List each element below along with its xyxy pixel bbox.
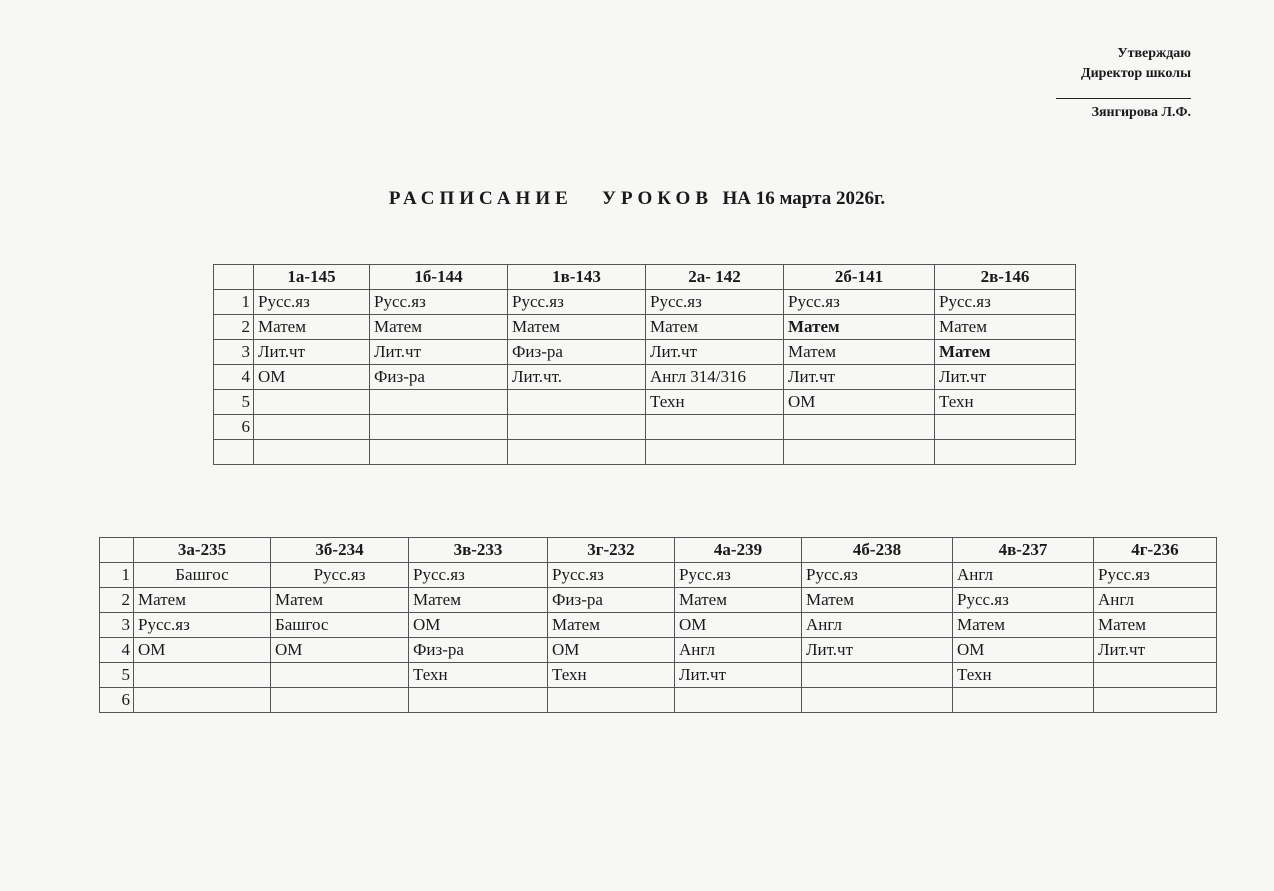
schedule-table-primary-1-2 [213,264,1076,465]
lesson-cell: Русс.яз [271,563,409,588]
lesson-cell: Русс.яз [802,563,953,588]
lesson-cell: ОМ [254,365,370,390]
lesson-cell: ОМ [953,638,1094,663]
table-row [214,415,1076,440]
table-row [214,390,1076,415]
lesson-cell: Матем [646,315,784,340]
lesson-cell: Матем [1094,613,1217,638]
table-row [214,365,1076,390]
lesson-number: 1 [100,563,134,588]
corner-cell [214,265,254,290]
lesson-cell: Лит.чт [646,340,784,365]
lesson-cell: Матем [370,315,508,340]
lesson-cell: Матем [935,315,1076,340]
lesson-cell [935,440,1076,465]
table-row [214,440,1076,465]
lesson-cell: Матем [953,613,1094,638]
lesson-cell: Лит.чт [675,663,802,688]
table-row [214,315,1076,340]
lesson-cell [254,440,370,465]
class-header: 1в-143 [508,265,646,290]
lesson-cell: Башгос [271,613,409,638]
lesson-number: 3 [214,340,254,365]
lesson-number: 6 [100,688,134,713]
lesson-cell: Матем [134,588,271,613]
lesson-cell: Русс.яз [675,563,802,588]
lesson-number: 5 [100,663,134,688]
page-title [0,188,1274,210]
lesson-cell: Англ [953,563,1094,588]
class-header: 4г-236 [1094,538,1217,563]
lesson-cell: Русс.яз [953,588,1094,613]
lesson-cell: Матем [935,340,1076,365]
lesson-cell: Матем [271,588,409,613]
lesson-cell [370,415,508,440]
lesson-cell: Физ-ра [409,638,548,663]
lesson-cell: Матем [254,315,370,340]
lesson-cell: Русс.яз [935,290,1076,315]
lesson-cell [134,663,271,688]
lesson-cell: Матем [784,340,935,365]
lesson-cell: ОМ [675,613,802,638]
table-row [100,563,1217,588]
lesson-cell [646,440,784,465]
class-header: 3г-232 [548,538,675,563]
lesson-cell: Лит.чт [935,365,1076,390]
director-label: Директор школы [1080,66,1191,81]
lesson-cell: Лит.чт [802,638,953,663]
lesson-cell [548,688,675,713]
lesson-number: 3 [100,613,134,638]
lesson-cell: Англ [802,613,953,638]
lesson-cell [271,663,409,688]
class-header: 3а-235 [134,538,271,563]
director-name: Зянгирова Л.Ф. [1091,105,1191,120]
lesson-cell [254,415,370,440]
lesson-cell [784,440,935,465]
lesson-cell [370,390,508,415]
class-header: 4б-238 [802,538,953,563]
lesson-cell [271,688,409,713]
lesson-cell: Лит.чт [254,340,370,365]
corner-cell [100,538,134,563]
lesson-cell: Англ [675,638,802,663]
lesson-number [214,440,254,465]
lesson-cell: Русс.яз [1094,563,1217,588]
schedule-table-primary-3-4 [99,537,1217,713]
lesson-cell: Русс.яз [508,290,646,315]
lesson-cell: Техн [935,390,1076,415]
lesson-cell: Лит.чт. [508,365,646,390]
approval-block [1056,44,1191,123]
lesson-cell [508,440,646,465]
lesson-cell: Матем [802,588,953,613]
lesson-cell: Русс.яз [370,290,508,315]
lesson-cell: Техн [953,663,1094,688]
table-row [100,588,1217,613]
lesson-number: 4 [214,365,254,390]
class-header: 2б-141 [784,265,935,290]
lesson-cell: ОМ [409,613,548,638]
lesson-cell: Матем [548,613,675,638]
lesson-cell [675,688,802,713]
lesson-cell: Техн [548,663,675,688]
signature-line [1056,84,1191,99]
lesson-number: 2 [214,315,254,340]
class-header: 3б-234 [271,538,409,563]
lesson-number: 6 [214,415,254,440]
lesson-cell: Лит.чт [370,340,508,365]
lesson-number: 1 [214,290,254,315]
lesson-cell: Русс.яз [784,290,935,315]
lesson-cell: Русс.яз [254,290,370,315]
lesson-cell: Лит.чт [784,365,935,390]
table-row [100,638,1217,663]
lesson-cell: ОМ [784,390,935,415]
lesson-cell [802,663,953,688]
lesson-cell: Русс.яз [646,290,784,315]
lesson-cell: Русс.яз [409,563,548,588]
lesson-number: 4 [100,638,134,663]
lesson-cell: Матем [675,588,802,613]
lesson-cell [370,440,508,465]
table-header-row [214,265,1076,290]
lesson-number: 2 [100,588,134,613]
table-row [100,688,1217,713]
lesson-cell: Физ-ра [508,340,646,365]
lesson-cell: Англ [1094,588,1217,613]
title-main: РАСПИСАНИЕ УРОКОВ [388,188,713,209]
lesson-cell [784,415,935,440]
class-header: 4а-239 [675,538,802,563]
lesson-number: 5 [214,390,254,415]
lesson-cell [646,415,784,440]
lesson-cell [254,390,370,415]
class-header: 1а-145 [254,265,370,290]
lesson-cell: Матем [409,588,548,613]
lesson-cell: Техн [646,390,784,415]
table-row [214,290,1076,315]
class-header: 4в-237 [953,538,1094,563]
class-header: 2а- 142 [646,265,784,290]
approval-label: Утверждаю [1117,46,1191,61]
table-row [214,340,1076,365]
lesson-cell: Техн [409,663,548,688]
lesson-cell [508,390,646,415]
title-date: НА 16 марта 2026г. [713,188,886,209]
lesson-cell: Физ-ра [370,365,508,390]
lesson-cell: Физ-ра [548,588,675,613]
lesson-cell: ОМ [271,638,409,663]
lesson-cell [953,688,1094,713]
lesson-cell [134,688,271,713]
lesson-cell [1094,663,1217,688]
lesson-cell [508,415,646,440]
table-row [100,613,1217,638]
class-header: 1б-144 [370,265,508,290]
lesson-cell: Русс.яз [548,563,675,588]
lesson-cell: ОМ [548,638,675,663]
lesson-cell: Англ 314/316 [646,365,784,390]
lesson-cell [935,415,1076,440]
lesson-cell [1094,688,1217,713]
lesson-cell: Лит.чт [1094,638,1217,663]
lesson-cell: Башгос [134,563,271,588]
lesson-cell: Русс.яз [134,613,271,638]
lesson-cell [802,688,953,713]
lesson-cell: ОМ [134,638,271,663]
lesson-cell [409,688,548,713]
table-row [100,663,1217,688]
lesson-cell: Матем [508,315,646,340]
class-header: 3в-233 [409,538,548,563]
class-header: 2в-146 [935,265,1076,290]
lesson-cell: Матем [784,315,935,340]
table-header-row [100,538,1217,563]
